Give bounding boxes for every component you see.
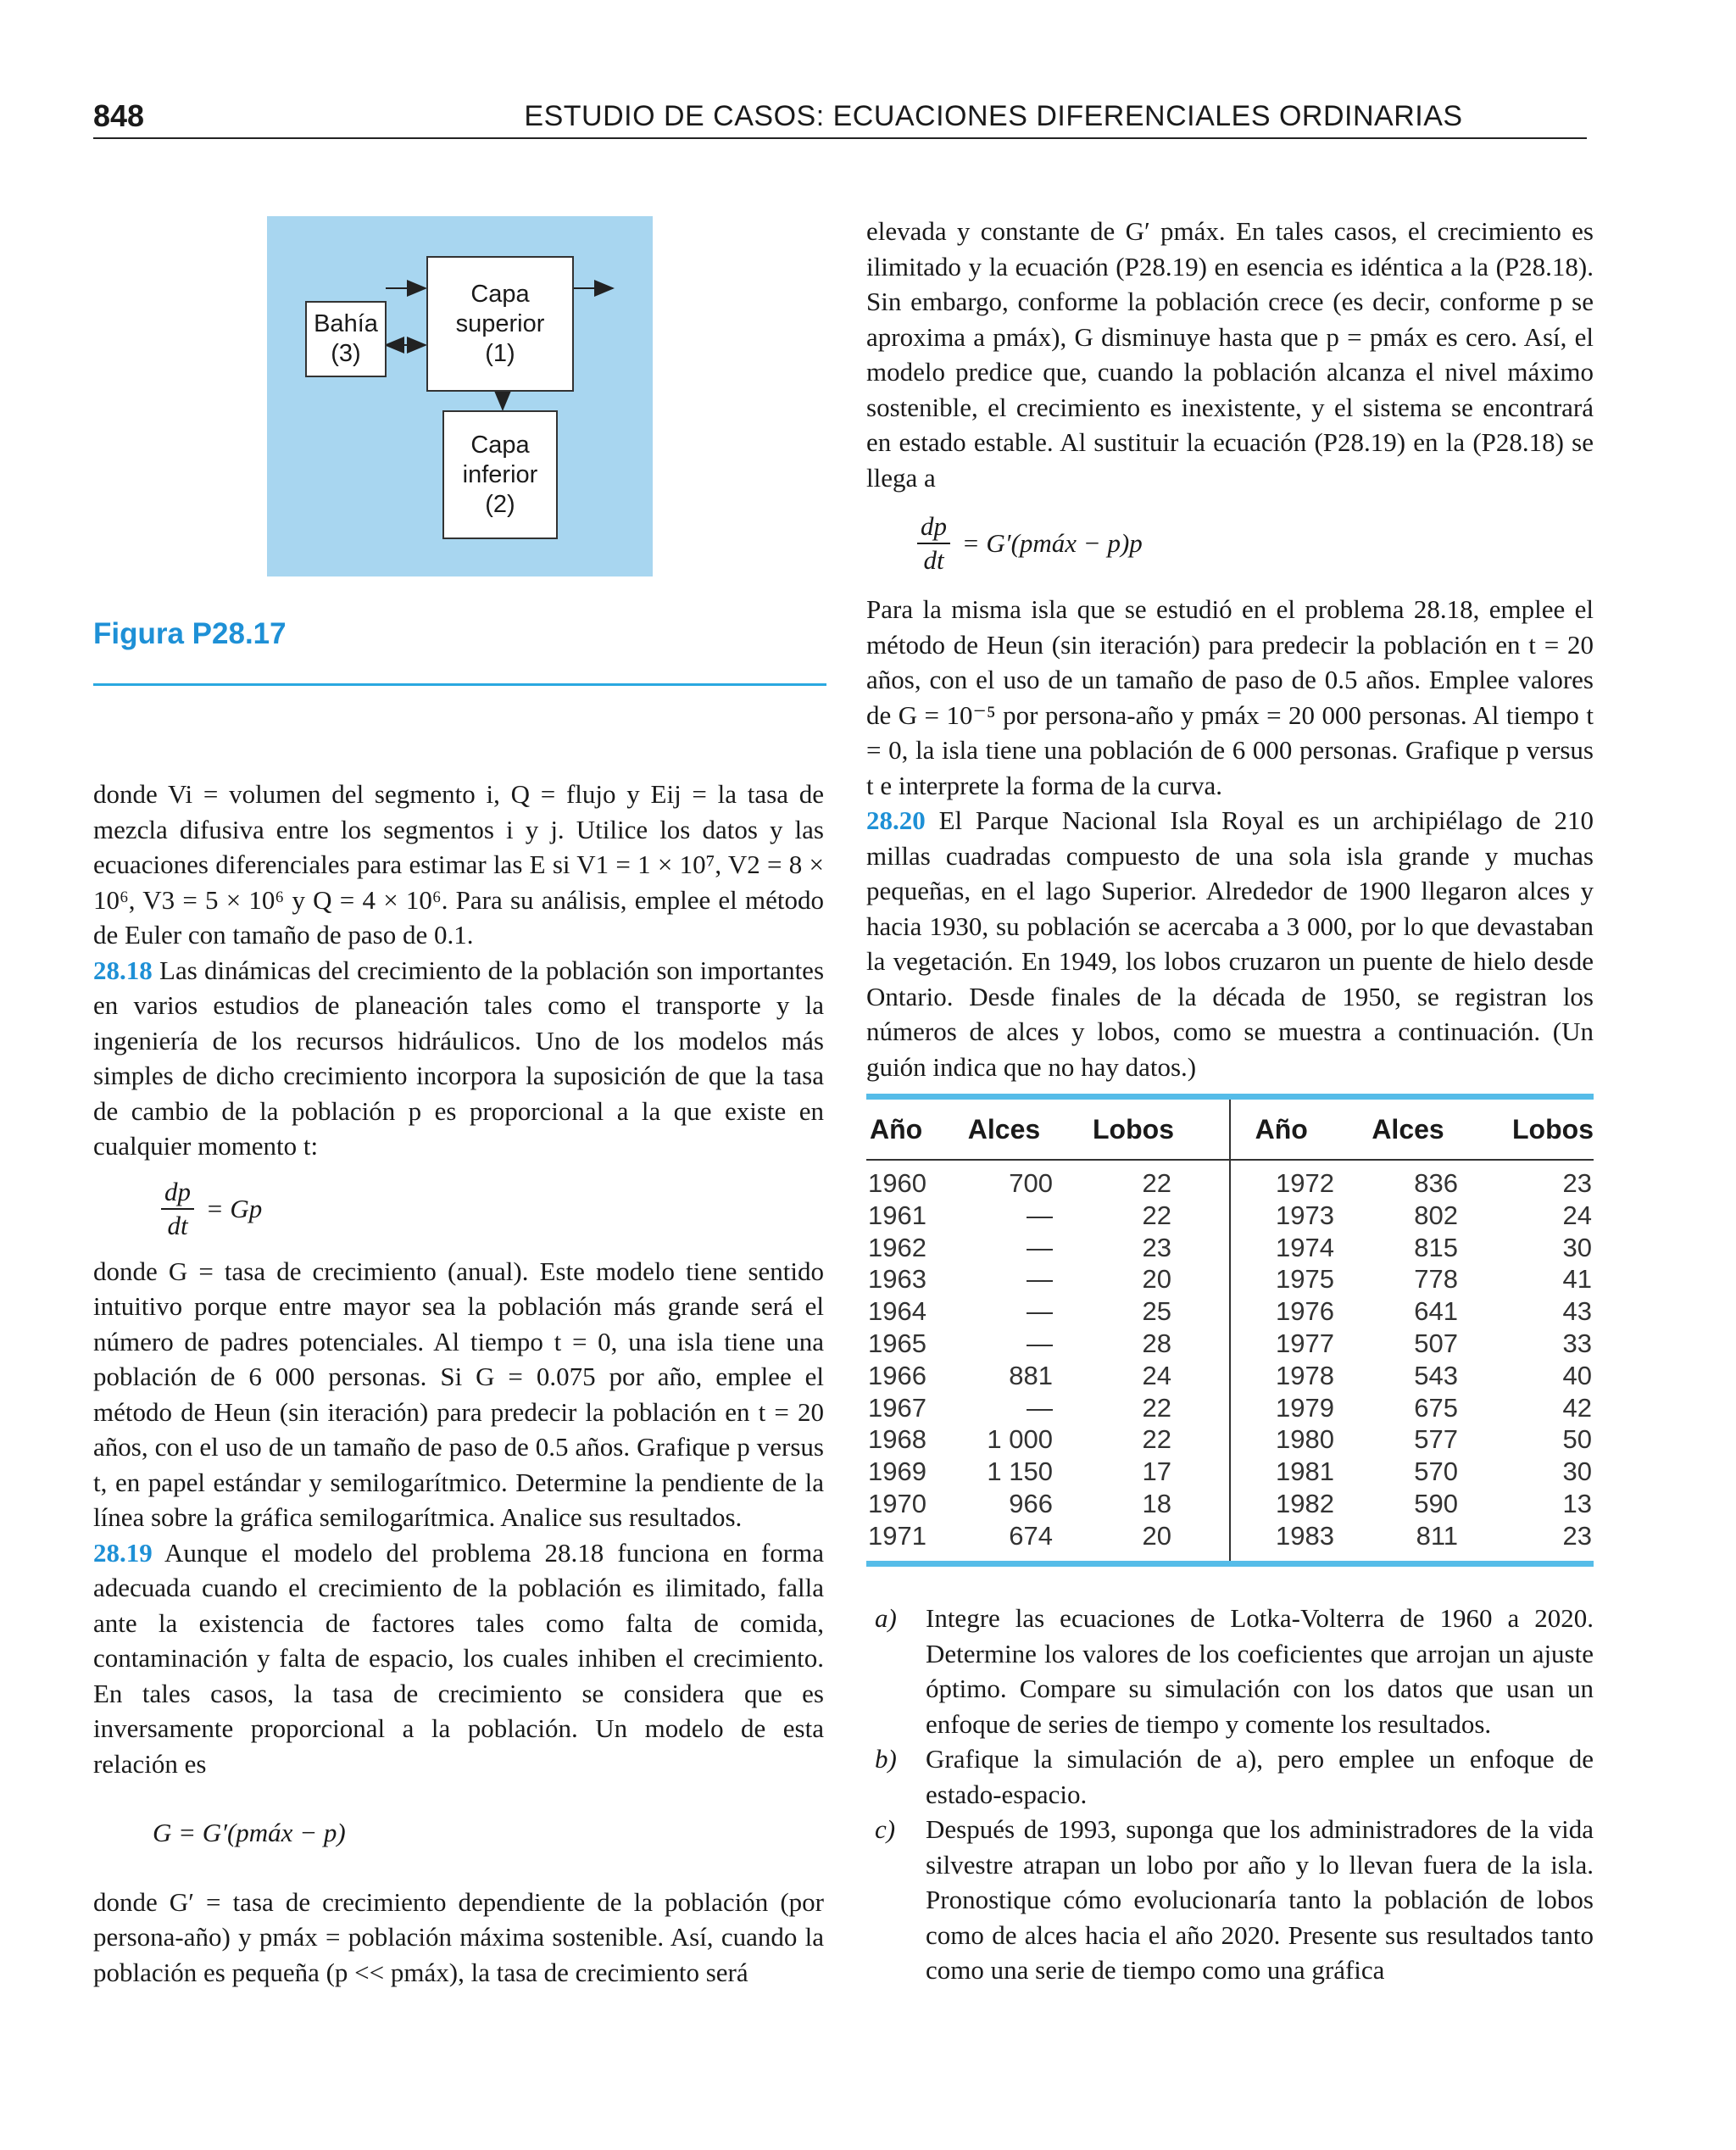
figure-p28-17 <box>267 216 653 576</box>
upper-layer-block: Capa superior (1) <box>426 256 574 392</box>
problem-number: 28.19 <box>93 1537 153 1568</box>
column-alces: 836 802 815 778 641 507 543 675 577 570 590 811 <box>1414 1168 1458 1551</box>
header-year: Año <box>1255 1113 1308 1145</box>
problem-28-18 <box>93 953 824 1164</box>
header-alces: Alces <box>1372 1113 1444 1145</box>
problem-28-18-cont: donde G = tasa de crecimiento (anual). Este modelo tiene sentido intuitivo porque entre mayor sea la población más grande será el número de padres potenciales. Al tiempo t = 0, una isla tiene una población de 6 000 personas. Si G = 0.075 por año, emplee el método de Heun (sin iteración) para predecir la población en t = 20 años, con el uso de un tamaño de paso de 0.5 años. Grafique p versus t, en papel estándar y semilogarítmico. Determine la pendiente de la línea sobre la gráfica semilogarítmica. Analice sus resultados. <box>93 1256 824 1532</box>
header-year: Año <box>870 1113 923 1145</box>
column-lobos: 23 24 30 41 43 33 40 42 50 30 13 23 <box>1562 1168 1592 1551</box>
header-lobos: Lobos <box>1093 1113 1174 1145</box>
eq-denominator: dt <box>167 1210 188 1240</box>
problem-28-19-cont3: Para la misma isla que se estudió en el problema 28.18, emplee el método de Heun (sin iteración) para predecir la población en t = 20 años, con el uso de un tamaño de paso de 0.5 años. Emplee valores de G = 10⁻⁵ por persona-año y pmáx = 20 000 personas. Al tiempo t = 0, la isla tiene una población de 6 000 personas. Grafique p versus t e interprete la forma de la curva. <box>866 594 1594 800</box>
column-year: 1972 1973 1974 1975 1976 1977 1978 1979 1980 1981 1982 1983 <box>1276 1168 1334 1551</box>
list-item <box>866 1812 1594 1988</box>
list-text: Después de 1993, suponga que los administradores de la vida silvestre atrapan un lobo por año y lo llevan fuera de la isla. Pronostique cómo evolucionaría tanto la población de lobos como de alces hacia el año 2020. Presente sus resultados tanto como una serie de tiempo como una gráfica <box>926 1814 1594 1985</box>
p28-17-intro: donde Vi = volumen del segmento i, Q = flujo y Eij = la tasa de mezcla difusiva entre los segmentos i y j. Utilice los datos y las ecuaciones diferenciales para estimar las E si V1 = 1 × 10⁷, V2 = 8 × 10⁶, V3 = 5 × 10⁶ y Q = 4 × 10⁶. Para su análisis, emplee el método de Euler con tamaño de paso de 0.1. <box>93 779 824 950</box>
table-divider <box>1229 1100 1231 1561</box>
list-marker: b) <box>875 1744 897 1774</box>
list-item <box>866 1741 1594 1812</box>
problem-28-19-cont2: elevada y constante de G′ pmáx. En tales casos, el crecimiento es ilimitado y la ecuación (P28.19) en esencia es idéntica a la (P28.18). Sin embargo, conforme la población crece (es decir, conforme p se aproxima a pmáx), G disminuye hasta que p = pmáx es cero. Así, el modelo predice que, cuando la población alcanza el nivel máximo sostenible, el crecimiento es inexistente, y el sistema se encontrará en estado estable. Al sustituir la ecuación (P28.19) en la (P28.18) se llega a <box>866 216 1594 493</box>
page-number: 848 <box>93 98 145 133</box>
header-lobos: Lobos <box>1512 1113 1594 1145</box>
equation-logistic <box>866 510 1594 576</box>
problem-28-19 <box>93 1535 824 1782</box>
table-top-rule <box>866 1094 1594 1100</box>
list-item <box>866 1601 1594 1741</box>
list-marker: c) <box>875 1814 896 1844</box>
figure-caption: Figura P28.17 <box>93 617 287 650</box>
page-header <box>93 95 1587 139</box>
column-lobos: 22 22 23 20 25 28 24 22 22 17 18 20 <box>1142 1168 1171 1551</box>
eq-numerator: dp <box>161 1176 194 1210</box>
problem-text: Aunque el modelo del problema 28.18 funciona en forma adecuada cuando el crecimiento de la población es ilimitado, falla ante la existencia de factores tales como falta de comida, contaminación y falta de espacio, los cuales inhiben el crecimiento. En tales casos, la tasa de crecimiento se considera que es inversamente proporcional a la población. Un modelo de esta relación es <box>93 1537 824 1779</box>
eq-rhs: = Gp <box>205 1193 263 1223</box>
problem-number: 28.20 <box>866 805 926 835</box>
problem-text: Las dinámicas del crecimiento de la población son importantes en varios estudios de planeación tales como el transporte y la ingeniería de los recursos hidráulicos. Uno de los modelos más simples de dicho crecimiento incorpora la suposición de que la tasa de cambio de la población p es proporcional a la que existe en cualquier momento t: <box>93 955 825 1161</box>
column-alces: 700 — — — — — 881 — 1 000 1 150 966 674 <box>987 1168 1053 1551</box>
list-text: Grafique la simulación de a), pero emplee un enfoque de estado-espacio. <box>926 1744 1594 1809</box>
problem-28-19-cont: donde G′ = tasa de crecimiento dependiente de la población (por persona-año) y pmáx = población máxima sostenible. Así, cuando la población es pequeña (p << pmáx), la tasa de crecimiento será <box>93 1886 824 1987</box>
equation-g: G = G′(pmáx − p) <box>153 1818 346 1847</box>
left-column <box>93 777 824 1990</box>
eq-rhs: = G′(pmáx − p)p <box>961 528 1143 559</box>
column-year: 1960 1961 1962 1963 1964 1965 1966 1967 1968 1969 1970 1971 <box>868 1168 926 1551</box>
equation-dp-dt-gp <box>93 1176 824 1242</box>
moose-wolves-table <box>866 1094 1594 1567</box>
right-column <box>866 214 1594 1084</box>
eq-numerator: dp <box>917 510 950 544</box>
list-text: Integre las ecuaciones de Lotka-Volterra de 1960 a 2020. Determine los valores de los coeficientes que arrojan un ajuste óptimo. Compare su simulación con los datos que usan un enfoque de series de tiempo y comente los resultados. <box>926 1603 1594 1739</box>
header-alces: Alces <box>967 1113 1041 1145</box>
table-bottom-rule <box>866 1561 1594 1567</box>
subquestions-list <box>866 1601 1594 1988</box>
bay-block: Bahía (3) <box>305 301 387 377</box>
running-title: ESTUDIO DE CASOS: ECUACIONES DIFERENCIALES ORDINARIAS <box>524 100 1463 132</box>
eq-denominator: dt <box>923 545 944 575</box>
figure-rule <box>93 683 826 686</box>
list-marker: a) <box>875 1603 897 1633</box>
problem-text: El Parque Nacional Isla Royal es un archipiélago de 210 millas cuadradas compuesto de una sola isla grande y muchas pequeñas, en el lago Superior. Alrededor de 1900 llegaron alces y hacia 1930, su población se acercaba a 3 000, por lo que devastaban la vegetación. En 1949, los lobos cruzaron un puente de hielo desde Ontario. Desde finales de la década de 1950, se registran los números de alces y lobos, como se muestra a continuación. (Un guión indica que no hay datos.) <box>866 805 1594 1082</box>
problem-28-20 <box>866 803 1594 1084</box>
lower-layer-block: Capa inferior (2) <box>442 410 558 539</box>
problem-number: 28.18 <box>93 955 153 985</box>
